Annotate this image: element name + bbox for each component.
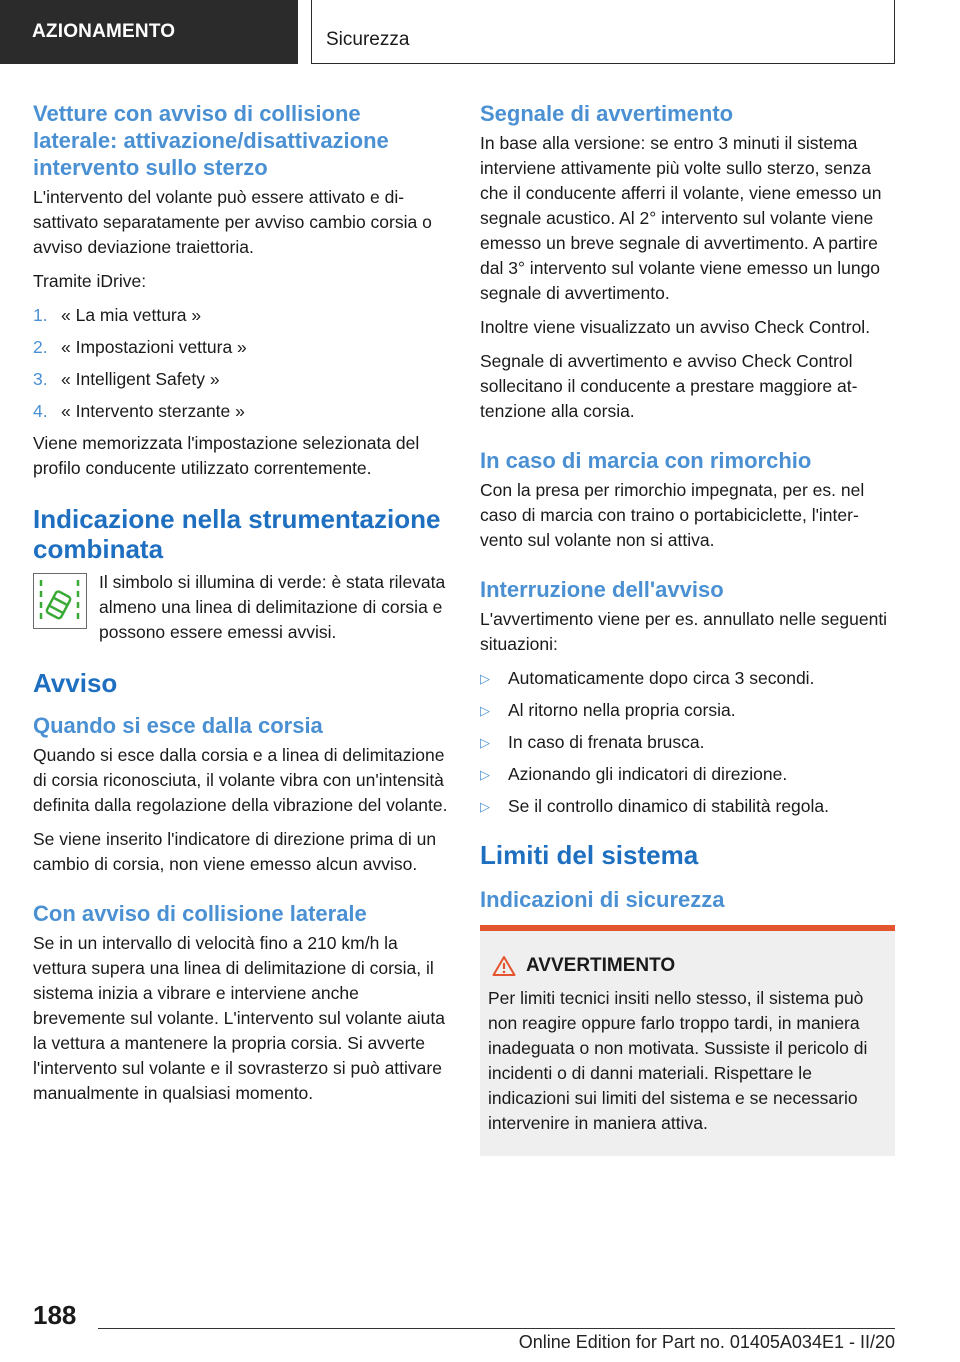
triangle-bullet-icon: ▷ [480, 799, 490, 814]
step-text: « La mia vettura » [61, 305, 202, 325]
triangle-bullet-icon: ▷ [480, 703, 490, 718]
paragraph: Con la presa per rimorchio impegnata, per es. nel caso di marcia con traino o portabiciclette, l'intervento sul volante non si attiva. [480, 480, 865, 550]
step-text: « Intelligent Safety » [61, 369, 220, 389]
paragraph: Quando si esce dalla corsia e a linea di delimitazione di corsia riconosciuta, il volante vibra con un'intensità definita dalla regolazione della vibrazione del volante. [33, 745, 448, 815]
paragraph: Se viene inserito l'indicatore di direzione prima di un cambio di corsia, non viene emesso alcun avviso. [33, 829, 437, 874]
warning-box [480, 925, 895, 1156]
chapter-title: Sicurezza [311, 0, 895, 64]
indicator-description: Il simbolo si illumina di verde: è stata rilevata almeno una linea di delimitazione di corsia e possono essere emessi avvisi. [99, 572, 446, 642]
footer-divider [98, 1328, 895, 1329]
list-item [33, 367, 448, 392]
heading-instrument-cluster: Indicazione nella strumentazione combinata [33, 504, 441, 564]
step-text: « Impostazioni vettura » [61, 337, 247, 357]
triangle-bullet-icon: ▷ [480, 767, 490, 782]
paragraph: Tramite iDrive: [33, 271, 147, 291]
section-tab: AZIONAMENTO [0, 0, 298, 64]
list-item [33, 399, 448, 424]
heading-side-collision: Con avviso di collisione laterale [33, 901, 367, 926]
bullet-text: In caso di frenata brusca. [508, 732, 705, 752]
edition-info: Online Edition for Part no. 01405A034E1 - II/20 [518, 1332, 895, 1352]
step-number: 3. [33, 369, 48, 389]
list-item [480, 794, 895, 819]
heading-interruption: Interruzione dell'avviso [480, 577, 724, 602]
step-number: 1. [33, 305, 48, 325]
interruption-list [480, 666, 895, 819]
list-item [480, 698, 895, 723]
warning-triangle-icon [492, 955, 516, 977]
indicator-row [33, 570, 448, 645]
warning-title: AVVERTIMENTO [526, 955, 676, 976]
paragraph: Segnale di avvertimento e avviso Check Control sollecitano il conducente a prestare maggiore attenzione alla corsia. [480, 351, 858, 421]
paragraph: In base alla versione: se entro 3 minuti il sistema interviene attivamente più volte sullo sterzo, senza che il conducente afferri il volante, viene emesso un segnale acustico. Al 2° intervento sul volante viene emesso un breve segnale di avvertimento. A partire dal 3° intervento sul volante viene emesso un lungo segnale di avvertimento. [480, 133, 882, 303]
paragraph: Viene memorizzata l'impostazione selezionata del profilo conducente utilizzato correntemente. [33, 433, 420, 478]
warning-text: Per limiti tecnici insiti nello stesso, il sistema può non reagire oppure farlo troppo tardi, in maniera inadeguata o non motivata. Sussiste il pericolo di incidenti o di danni materiali. Rispettare le indicazioni sui limiti del sistema e se necessario intervenire in maniera attiva. [488, 988, 868, 1133]
triangle-bullet-icon: ▷ [480, 735, 490, 750]
heading-system-limits: Limiti del sistema [480, 840, 699, 870]
left-column [33, 100, 448, 1115]
heading-steering-activation: Vetture con avviso di collisione laterale: attivazione/disattivazione intervento sullo sterzo [33, 101, 389, 180]
step-number: 4. [33, 401, 48, 421]
list-item [480, 762, 895, 787]
right-column [480, 100, 895, 1156]
bullet-text: Al ritorno nella propria corsia. [508, 700, 736, 720]
heading-avviso: Avviso [33, 668, 118, 698]
heading-safety-notes: Indicazioni di sicurezza [480, 887, 725, 912]
heading-trailer: In caso di marcia con rimorchio [480, 448, 812, 473]
step-text: « Intervento sterzante » [61, 401, 245, 421]
bullet-text: Automaticamente dopo circa 3 secondi. [508, 668, 815, 688]
paragraph: Inoltre viene visualizzato un avviso Check Control. [480, 317, 871, 337]
bullet-text: Azionando gli indicatori di direzione. [508, 764, 788, 784]
list-item [480, 666, 895, 691]
paragraph: Se in un intervallo di velocità fino a 210 km/h la vettura supera una linea di delimitazione di corsia, il sistema inizia a vibrare e interviene anche brevemente sul volante. L'intervento sul volante aiuta la vettura a mantenere la propria corsia. Si avverte l'intervento sul volante e il sovrasterzo si può attivare manualmente in qualsiasi momento. [33, 933, 445, 1103]
paragraph: L'intervento del volante può essere attivato e disattivato separatamente per avviso cambio corsia o avviso deviazione traiettoria. [33, 187, 432, 257]
heading-warning-signal: Segnale di avvertimento [480, 101, 734, 126]
step-number: 2. [33, 337, 48, 357]
list-item [480, 730, 895, 755]
lane-keeping-icon [33, 573, 87, 629]
paragraph: L'avvertimento viene per es. annullato nelle seguenti situazioni: [480, 609, 888, 654]
page-number: 188 [33, 1300, 77, 1330]
idrive-steps [33, 303, 448, 424]
heading-leaving-lane: Quando si esce dalla corsia [33, 713, 323, 738]
list-item [33, 303, 448, 328]
list-item [33, 335, 448, 360]
bullet-text: Se il controllo dinamico di stabilità regola. [508, 796, 829, 816]
warning-title-row [488, 953, 887, 978]
triangle-bullet-icon: ▷ [480, 671, 490, 686]
